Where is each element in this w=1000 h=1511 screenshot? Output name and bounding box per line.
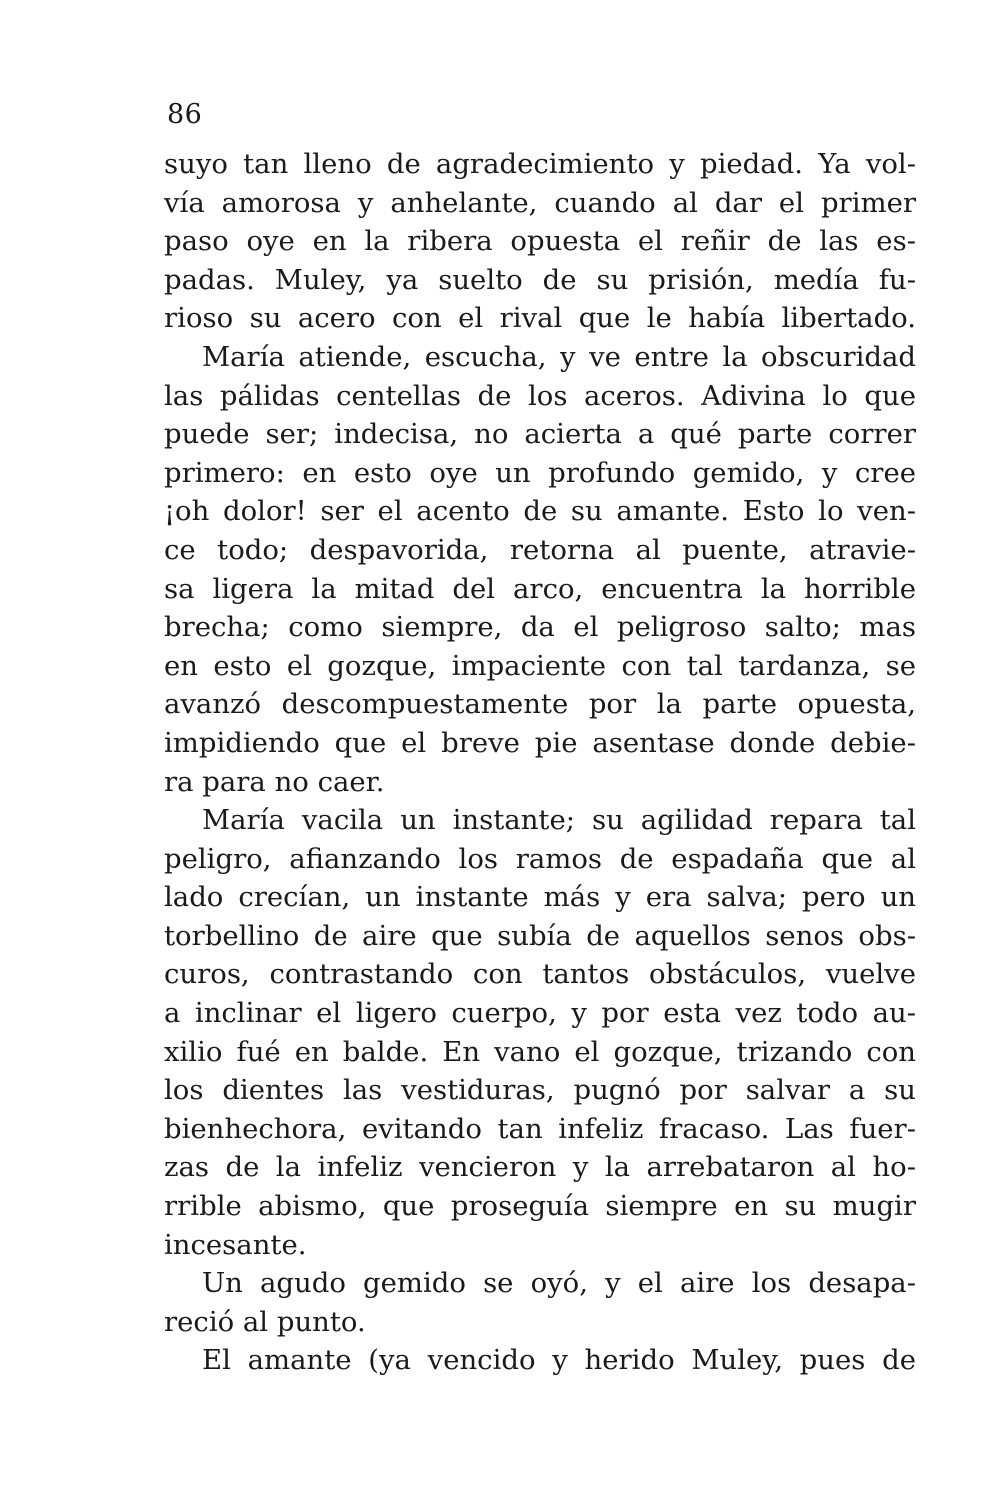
text-line: El amante (ya vencido y herido Muley, pues de: [202, 1344, 916, 1377]
text-line: primero: en esto oye un profundo gemido, y cree: [164, 456, 916, 489]
text-line: vía amorosa y anhelante, cuando al dar el primer: [164, 186, 916, 219]
text-line: lado crecían, un instante más y era salva; pero un: [164, 881, 916, 914]
text-line: sa ligera la mitad del arco, encuentra la horrible: [164, 572, 916, 605]
text-line: las pálidas centellas de los aceros. Adivina lo que: [164, 379, 916, 412]
text-line: bienhechora, evitando tan infeliz fracaso. Las fuer-: [164, 1112, 916, 1145]
text-line: en esto el gozque, impaciente con tal tardanza, se: [164, 649, 916, 682]
text-line: rioso su acero con el rival que le había libertado.: [164, 302, 916, 335]
text-line: zas de la infeliz vencieron y la arrebataron al ho-: [164, 1151, 916, 1184]
text-line: incesante.: [164, 1228, 307, 1261]
text-line: torbellino de aire que subía de aquellos senos obs-: [164, 919, 916, 952]
text-line: xilio fué en balde. En vano el gozque, trizando con: [164, 1035, 916, 1068]
text-line: peligro, afianzando los ramos de espadaña que al: [164, 842, 916, 875]
text-line: rrible abismo, que proseguía siempre en su mugir: [164, 1190, 916, 1223]
text-line: paso oye en la ribera opuesta el reñir de las es-: [164, 225, 916, 258]
text-line: suyo tan lleno de agradecimiento y piedad. Ya vol-: [164, 148, 916, 180]
page-number: 86: [167, 99, 203, 130]
text-line: ra para no caer.: [164, 765, 385, 798]
text-line: a inclinar el ligero cuerpo, y por esta vez todo au-: [164, 997, 916, 1030]
body-text: [164, 145, 916, 1380]
text-line: brecha; como siempre, da el peligroso salto; mas: [164, 611, 916, 644]
text-line: ce todo; despavorida, retorna al puente, atravie-: [164, 533, 916, 566]
text-line: avanzó descompuestamente por la parte opuesta,: [164, 688, 916, 721]
text-line: María atiende, escucha, y ve entre la obscuridad: [202, 340, 916, 373]
text-line: impidiendo que el breve pie asentase donde debie-: [164, 726, 916, 759]
text-line: Un agudo gemido se oyó, y el aire los desapa-: [202, 1267, 916, 1300]
text-line: padas. Muley, ya suelto de su prisión, medía fu-: [164, 263, 916, 296]
text-line: puede ser; indecisa, no acierta a qué parte correr: [164, 418, 916, 451]
text-line: los dientes las vestiduras, pugnó por salvar a su: [164, 1074, 916, 1107]
text-line: curos, contrastando con tantos obstáculos, vuelve: [164, 958, 916, 991]
text-line: María vacila un instante; su agilidad repara tal: [202, 804, 916, 837]
text-line: reció al punto.: [164, 1305, 366, 1338]
text-line: ¡oh dolor! ser el acento de su amante. Esto lo ven-: [164, 495, 916, 528]
